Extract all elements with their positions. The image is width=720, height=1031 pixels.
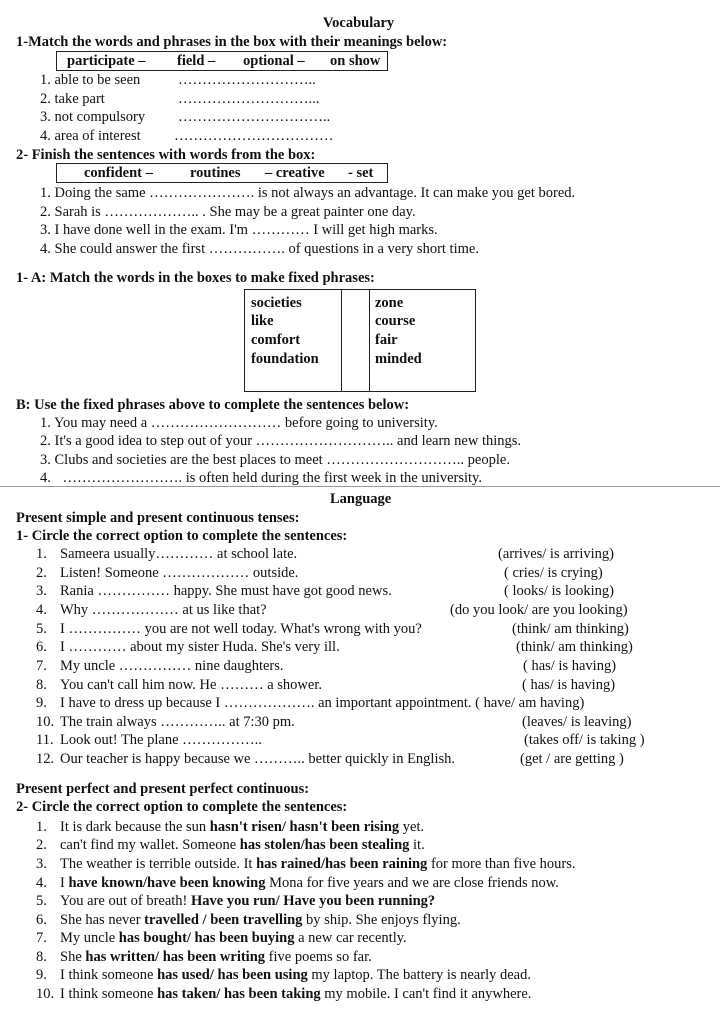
box2-word: confident – bbox=[84, 165, 153, 181]
list-item: 3. Clubs and societies are the best places to meet ……………………….. people. bbox=[40, 452, 510, 468]
list-item: 4. She could answer the first ……………. of questions in a very short time. bbox=[40, 241, 479, 257]
verb-options: has written/ has been writing bbox=[85, 949, 266, 965]
box2-word: - set bbox=[348, 165, 374, 181]
answer-options: (get / are getting ) bbox=[520, 751, 624, 767]
left-word: societies bbox=[251, 295, 302, 311]
section-5-heading: 1- Circle the correct option to complete the sentences: bbox=[16, 528, 348, 544]
list-item: 9. I have to dress up because I ………………. an important appointment. ( have/ am having) bbox=[36, 695, 585, 711]
verb-options: has used/ has been using bbox=[157, 967, 308, 983]
list-item: 1. able to be seen bbox=[40, 72, 141, 88]
left-word: foundation bbox=[251, 351, 319, 367]
answer-options: (leaves/ is leaving) bbox=[522, 714, 632, 730]
list-item: 4. I have known/have been knowing Mona for five years and we are close friends now. bbox=[36, 875, 559, 891]
list-item: 10. The train always ………….. at 7:30 pm. bbox=[36, 714, 295, 730]
box1-word: participate – bbox=[67, 53, 146, 69]
box1-word: optional – bbox=[243, 53, 305, 69]
verb-options: Have you run/ Have you been running? bbox=[191, 893, 436, 909]
page-title: Vocabulary bbox=[323, 15, 395, 31]
list-item: 9. I think someone has used/ has been using my laptop. The battery is nearly dead. bbox=[36, 967, 531, 983]
list-item: 2. It's a good idea to step out of your ……………………….. and learn new things. bbox=[40, 433, 522, 449]
box1-word: field – bbox=[177, 53, 216, 69]
answer-options: (takes off/ is taking ) bbox=[524, 732, 645, 748]
answer-options: (think/ am thinking) bbox=[516, 639, 633, 655]
answer-options: ( has/ is having) bbox=[522, 677, 616, 693]
list-item: 12. Our teacher is happy because we ……….. better quickly in English. bbox=[36, 751, 456, 767]
box1-word: on show bbox=[330, 53, 381, 69]
right-word: minded bbox=[375, 351, 422, 367]
subheading-1: Present simple and present continuous tenses: bbox=[16, 510, 300, 526]
list-item: 6. I ………… about my sister Huda. She's very ill. bbox=[36, 639, 340, 655]
right-word: zone bbox=[375, 295, 404, 311]
box2-word: – creative bbox=[265, 165, 325, 181]
answer-options: ( cries/ is crying) bbox=[504, 565, 603, 581]
section-2-heading: 2- Finish the sentences with words from the box: bbox=[16, 147, 316, 163]
list-item: 3. not compulsory bbox=[40, 109, 146, 125]
list-item: 4. area of interest bbox=[40, 128, 141, 144]
list-item: 2. Sarah is ……………….. . She may be a great painter one day. bbox=[40, 204, 416, 220]
verb-options: has bought/ has been buying bbox=[118, 930, 295, 946]
list-item: 3. Rania …………… happy. She must have got good news. bbox=[36, 583, 392, 599]
list-item: 7. My uncle …………… nine daughters. bbox=[36, 658, 284, 674]
verb-options: have known/have been knowing bbox=[68, 875, 266, 891]
list-item: 5. I …………… you are not well today. What's wrong with you? bbox=[36, 621, 422, 637]
list-item: 7. My uncle has bought/ has been buying a new car recently. bbox=[36, 930, 407, 946]
list-item: 3. I have done well in the exam. I'm ………… I will get high marks. bbox=[40, 222, 438, 238]
list-item: 2. take part bbox=[40, 91, 105, 107]
right-word: fair bbox=[375, 332, 398, 348]
answer-blank: ………………………... bbox=[178, 91, 320, 107]
verb-options: has rained/has been raining bbox=[256, 856, 428, 872]
list-item: 6. She has never travelled / been travelling by ship. She enjoys flying. bbox=[36, 912, 461, 928]
subheading-2: Present perfect and present perfect continuous: bbox=[16, 781, 310, 797]
verb-options: has stolen/has been stealing bbox=[239, 837, 410, 853]
box2-word: routines bbox=[190, 165, 241, 181]
answer-options: ( looks/ is looking) bbox=[504, 583, 614, 599]
answer-options: ( has/ is having) bbox=[523, 658, 617, 674]
list-item: 1. It is dark because the sun hasn't risen/ hasn't been rising yet. bbox=[36, 819, 425, 835]
language-title: Language bbox=[330, 491, 392, 507]
answer-options: (think/ am thinking) bbox=[512, 621, 629, 637]
list-item: 1. Doing the same …………………. is not always an advantage. It can make you get bored. bbox=[40, 185, 576, 201]
list-item: 4. ……………………. is often held during the first week in the university. bbox=[40, 470, 482, 486]
verb-options: hasn't risen/ hasn't been rising bbox=[209, 819, 400, 835]
divider bbox=[0, 486, 720, 487]
list-item: 3. The weather is terrible outside. It has rained/has been raining for more than five hours. bbox=[36, 856, 576, 872]
list-item: 8. She has written/ has been writing five poems so far. bbox=[36, 949, 372, 965]
section-4-heading: B: Use the fixed phrases above to complete the sentences below: bbox=[16, 397, 410, 413]
list-item: 2. can't find my wallet. Someone has stolen/has been stealing it. bbox=[36, 837, 425, 853]
section-1-heading: 1-Match the words and phrases in the box with their meanings below: bbox=[16, 34, 448, 50]
list-item: 1. Sameera usually………… at school late. bbox=[36, 546, 298, 562]
answer-options: (arrives/ is arriving) bbox=[498, 546, 614, 562]
list-item: 11. Look out! The plane …………….. bbox=[36, 732, 262, 748]
right-word: course bbox=[375, 313, 416, 329]
answer-blank: ………………………….. bbox=[178, 109, 331, 125]
answer-options: (do you look/ are you looking) bbox=[450, 602, 628, 618]
list-item: 5. You are out of breath! Have you run/ Have you been running? bbox=[36, 893, 436, 909]
list-item: 10. I think someone has taken/ has been taking my mobile. I can't find it anywhere. bbox=[36, 986, 532, 1002]
verb-options: travelled / been travelling bbox=[144, 912, 303, 928]
section-6-heading: 2- Circle the correct option to complete the sentences: bbox=[16, 799, 348, 815]
answer-blank: …………………………… bbox=[174, 128, 334, 144]
list-item: 4. Why ……………… at us like that? bbox=[36, 602, 267, 618]
verb-options: has taken/ has been taking bbox=[157, 986, 321, 1002]
list-item: 8. You can't call him now. He ……… a shower. bbox=[36, 677, 322, 693]
left-word: like bbox=[251, 313, 274, 329]
list-item: 1. You may need a ……………………… before going to university. bbox=[40, 415, 438, 431]
section-3-heading: 1- A: Match the words in the boxes to make fixed phrases: bbox=[16, 270, 375, 286]
answer-blank: ……………………….. bbox=[178, 72, 316, 88]
list-item: 2. Listen! Someone ……………… outside. bbox=[36, 565, 299, 581]
left-word: comfort bbox=[251, 332, 301, 348]
